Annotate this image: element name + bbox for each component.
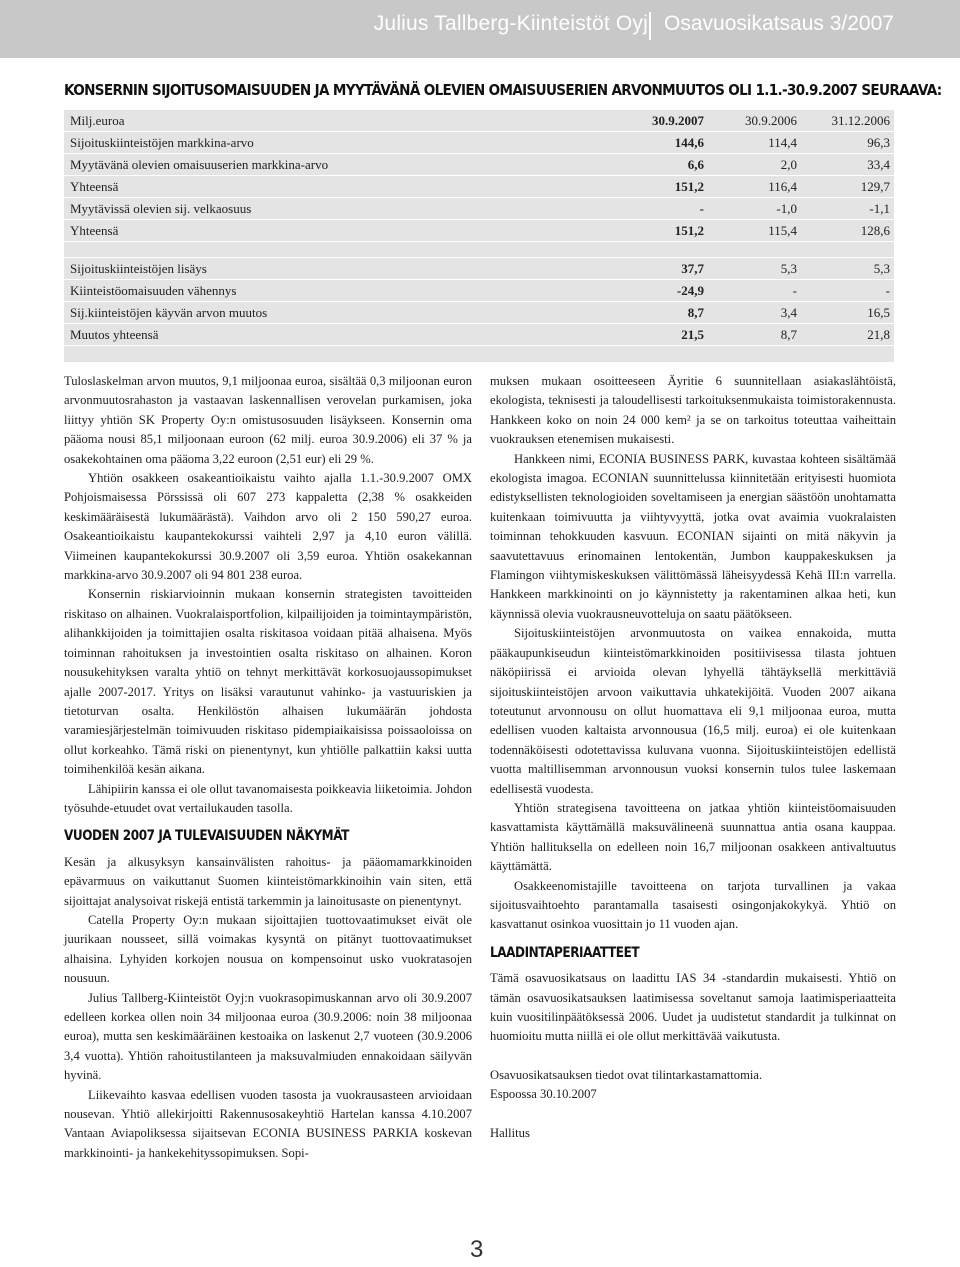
paragraph: Tämä osavuosikatsaus on laadittu IAS 34 -standardin mukaisesti. Yhtiö on tämän osavuosikatsauksen laatimisessa soveltanut samoja laatimisperiaatteita kuin vuositilinpäätöksessä 2006. Uudet ja uudistetut standardit ja tulkinnat on huomioitu mutta niillä ei ole ollut merkittävää vaikutusta. xyxy=(490,971,896,1044)
value-2006-q3: 8,7 xyxy=(780,327,797,342)
paragraph: Sijoituskiinteistöjen arvonmuutosta on vaikea ennakoida, mutta pääkaupunkiseudun kiinteistömarkkinoiden positiivisessa tilasta johtuen näköpiirissä ei arvioida olevan lyhyellä tähtäyksellä merkittäviä sijoituskiinteistöjen arvoon vaikuttavia uhkatekijöitä. Vuoden 2007 aikana toteutunut arvonnousu on ollut huomattava eli 9,1 miljoonaa euroa, mutta edellisen vuoden kaltaista arvonnousua (16,5 milj. euroa) ei ole kuitenkaan todennäköisesti odotettavissa kuluvana vuonna. Sijoituskiinteistöjen edellistä vuotta maltillisemman arvonnousun vuoksi konsernin tulos tulee laskemaan edellisestä vuodesta. xyxy=(490,626,896,796)
value-2007: - xyxy=(699,201,704,216)
table-row xyxy=(64,258,894,279)
row-label: Myytävissä olevien sij. velkaosuus xyxy=(70,201,252,216)
spacer xyxy=(490,1105,896,1124)
value-2006-ye: 21,8 xyxy=(867,327,890,342)
table-footer xyxy=(64,346,894,362)
paragraph: Osavuosikatsauksen tiedot ovat tilintarkastamattomia. xyxy=(490,1067,763,1082)
value-2006-q3: 116,4 xyxy=(768,179,797,194)
header-cell: 31.12.2006 xyxy=(831,113,890,128)
header-separator xyxy=(649,12,651,40)
table-row xyxy=(64,176,894,197)
paragraph: Hankkeen nimi, ECONIA BUSINESS PARK, kuvastaa kohteen sisältämää ekologista imagoa. ECONIAN suunnittelussa kiinnitetään erityisesti huomiota edistyksellisten teknologioiden soveltamiseen ja energian säästöön unohtamatta kuitenkaan toimivuutta ja viihtyvyyttä, jotka ovat avaimia vuokralaisten toiminnan tehokkuuden kasvuun. ECONIAN sijainti on mitä näkyvin ja saavutettavuus erinomainen lentokentän, Jumbon kauppakeskuksen ja Flamingon viihtymiskeskuksen välittömässä läheisyydessä Kehä III:n varrella. Hankkeen markkinointi on jo käynnistetty ja rakentaminen alkaa heti, kun käynnissä olevia vuokrausneuvotteluja on saatu päätökseen. xyxy=(490,451,896,621)
value-2006-ye: 5,3 xyxy=(873,261,890,276)
paragraph: Julius Tallberg-Kiinteistöt Oyj:n vuokrasopimuskannan arvo oli 30.9.2007 edelleen korkea ollen noin 34 miljoonaa euroa (30.9.2006: noin 38 miljoonaa euroa), mutta sen keskimääräinen kestoaika on laskenut 2,7 vuoteen (30.9.2006 3,4 vuotta). Yhtiön rahoitustilanteen ja maksuvalmiuden ennakoidaan säilyvän hyvinä. xyxy=(64,990,472,1083)
company-name: Julius Tallberg-Kiinteistöt Oyj xyxy=(373,12,648,35)
row-label: Yhteensä xyxy=(70,223,119,238)
value-2006-q3: 115,4 xyxy=(768,223,797,238)
row-label: Myytävänä olevien omaisuuserien markkina-arvo xyxy=(70,157,329,172)
section-heading-accounting-principles: LAADINTAPERIAATTEET xyxy=(490,944,640,961)
value-2007: 21,5 xyxy=(681,327,704,342)
value-2006-q3: 5,3 xyxy=(780,261,797,276)
value-2006-ye: 96,3 xyxy=(867,135,890,150)
table-row xyxy=(64,154,894,175)
value-2006-q3: 2,0 xyxy=(780,157,797,172)
value-2006-q3: - xyxy=(792,283,797,298)
header-cell: Milj.euroa xyxy=(70,113,125,128)
row-label: Yhteensä xyxy=(70,179,119,194)
page-header xyxy=(0,0,960,58)
table-header-row xyxy=(64,110,894,131)
paragraph: Lähipiirin kanssa ei ole ollut tavanomaisesta poikkeavia liiketoimia. Johdon työsuhde-etuudet ovat vertailukauden tasolla. xyxy=(64,781,472,815)
header-cell: 30.9.2006 xyxy=(745,113,797,128)
table-row xyxy=(64,132,894,153)
valuation-table xyxy=(64,110,894,362)
paragraph: muksen mukaan osoitteeseen Äyritie 6 suunnitellaan asiakaslähtöistä, ekologista, teknisesti ja taloudellisesti tarkoituksenmukaista toimistorakennusta. Hankkeen koko on noin 24 000 kem² ja se on tarkoitus toteuttaa vaiheittain vuokrauksen etenemisen mukaisesti. xyxy=(490,374,896,447)
paragraph: Tuloslaskelman arvon muutos, 9,1 miljoonaa euroa, sisältää 0,3 miljoonan euron arvonmuutosrahaston ja vastaavan laskennallisen verovelan purkamisen, joka liittyy yhtiön SK Property Oy:n omistusosuuden lisäykseen. Konsernin oma pääoma nousi 85,1 miljoonaan euroon (62 milj. euroa 30.9.2006) eli 37 % ja osakekohtainen oma pääoma 3,22 euroon (2,51 eur) eli 29 %. xyxy=(64,374,472,466)
row-label: Muutos yhteensä xyxy=(70,327,159,342)
paragraph: Liikevaihto kasvaa edellisen vuoden tasosta ja vuokrausasteen arvioidaan nousevan. Yhtiö allekirjoitti Rakennusosakeyhtiö Hartelan kanssa 4.10.2007 Vantaan Aviapoliksessa sijaitsevan ECONIA BUSINESS PARKIA koskevan markkinointi- ja hankekehityssopimuksen. Sopi- xyxy=(64,1087,472,1160)
paragraph: Osakkeenomistajille tavoitteena on tarjota turvallinen ja vakaa sijoitusvaihtoehto parantamalla tasaisesti osingonjakokykyä. Yhtiö on kasvattanut osinkoa vuosittain jo 11 vuoden ajan. xyxy=(490,878,896,932)
value-2007: 37,7 xyxy=(681,261,704,276)
table-title: KONSERNIN SIJOITUSOMAISUUDEN JA MYYTÄVÄNÄ OLEVIEN OMAISUUSERIEN ARVONMUUTOS OLI 1.1.-30.9.2007 SEURAAVA: xyxy=(64,81,942,99)
table-row xyxy=(64,198,894,219)
value-2006-ye: 129,7 xyxy=(860,179,890,194)
report-name: Osavuosikatsaus 3/2007 xyxy=(664,12,894,35)
table-row xyxy=(64,220,894,241)
row-label: Kiinteistöomaisuuden vähennys xyxy=(70,283,237,298)
value-2006-q3: 3,4 xyxy=(780,305,797,320)
value-2006-q3: -1,0 xyxy=(776,201,797,216)
value-2007: -24,9 xyxy=(676,283,704,298)
value-2006-ye: 33,4 xyxy=(867,157,890,172)
paragraph: Kesän ja alkusyksyn kansainvälisten rahoitus- ja pääomamarkkinoiden epävarmuus on vaikuttanut Suomen kiinteistömarkkinoihin vain siten, että sijoittajat analysoivat riskejä entistä tarkemmin ja lainoitusaste on pienentynyt. xyxy=(64,854,472,908)
table-row xyxy=(64,280,894,301)
page-number: 3 xyxy=(470,1236,484,1263)
value-2006-ye: - xyxy=(885,283,890,298)
table-gap xyxy=(64,242,894,257)
left-column xyxy=(64,372,472,1163)
value-2007: 151,2 xyxy=(674,179,704,194)
table-row xyxy=(64,324,894,345)
header-cell: 30.9.2007 xyxy=(652,113,704,128)
value-2006-q3: 114,4 xyxy=(768,135,797,150)
paragraph: Konsernin riskiarvioinnin mukaan konsernin strategisten tavoitteiden riskitaso on alhainen. Vuokralaisportfolion, kilpailijoiden ja toimintaympäristön, alihankkijoiden ja toimittajien osalta riskitasoa voidaan pitää alhaisena. Myös toiminnan rahoituksen ja investointien osalta riskitaso on alhainen. Koron nousukehityksen varalta yhtiö on tehnyt merkittävät korkosuojaussopimukset ajalle 2007-2017. Yritys on lisäksi varautunut vahinko- ja vastuuriskien ja tietoturvan osalta. Henkilöstön alhaisen lukumäärän johdosta varamiesjärjestelmän toimivuuden riskitaso pidempiaikaisissa poissaoloissa on ollut korkeahko. Tämä riski on pienentynyt, kun yhtiölle palkattiin kaksi uutta toimihenkilöä kesän aikana. xyxy=(64,587,472,777)
right-column xyxy=(490,372,896,1143)
value-2006-ye: 128,6 xyxy=(860,223,890,238)
value-2007: 6,6 xyxy=(687,157,704,172)
paragraph: Yhtiön strategisena tavoitteena on jatkaa yhtiön kiinteistöomaisuuden kasvattamista käyttämällä maksuvälineenä suunnattua antia osana kauppaa. Yhtiön hallituksella on edelleen noin 16,7 miljoonan osakkeen antivaltuutus käyttämättä. xyxy=(490,800,896,874)
spacer xyxy=(490,1047,896,1066)
value-2006-ye: -1,1 xyxy=(869,201,890,216)
row-label: Sijoituskiinteistöjen lisäys xyxy=(70,261,207,276)
value-2007: 144,6 xyxy=(674,135,704,150)
value-2006-ye: 16,5 xyxy=(867,305,890,320)
paragraph: Yhtiön osakkeen osakeantioikaistu vaihto ajalla 1.1.-30.9.2007 OMX Pohjoismaisessa Pörssissä oli 607 273 kappaletta (2,38 % osakkeiden keskimääräisestä lukumäärästä). Vaihdon arvo oli 2 150 590,27 euroa. Osakeantioikaistu kaupantekokurssi vaihteli 2,97 ja 4,10 euron välillä. Viimeinen kaupantekokurssi 30.9.2007 oli 3,59 euroa. Yhtiön osakekannan markkina-arvo 30.9.2007 oli 94 801 238 euroa. xyxy=(64,471,472,583)
row-label: Sij.kiinteistöjen käyvän arvon muutos xyxy=(70,305,268,320)
value-2007: 8,7 xyxy=(687,305,704,320)
section-heading-outlook: VUODEN 2007 JA TULEVAISUUDEN NÄKYMÄT xyxy=(64,828,349,845)
paragraph: Catella Property Oy:n mukaan sijoittajien tuottovaatimukset eivät ole juurikaan nousseet, sillä voimakas kysyntä on pitänyt tuottovaatimukset alhaisina. Lyhyiden korkojen nousua on kompensoinut usko vuokratasojen nousuun. xyxy=(64,912,472,986)
value-2007: 151,2 xyxy=(674,223,704,238)
row-label: Sijoituskiinteistöjen markkina-arvo xyxy=(70,135,254,150)
signature: Hallitus xyxy=(490,1125,530,1140)
table-row xyxy=(64,302,894,323)
place-date: Espoossa 30.10.2007 xyxy=(490,1087,597,1102)
